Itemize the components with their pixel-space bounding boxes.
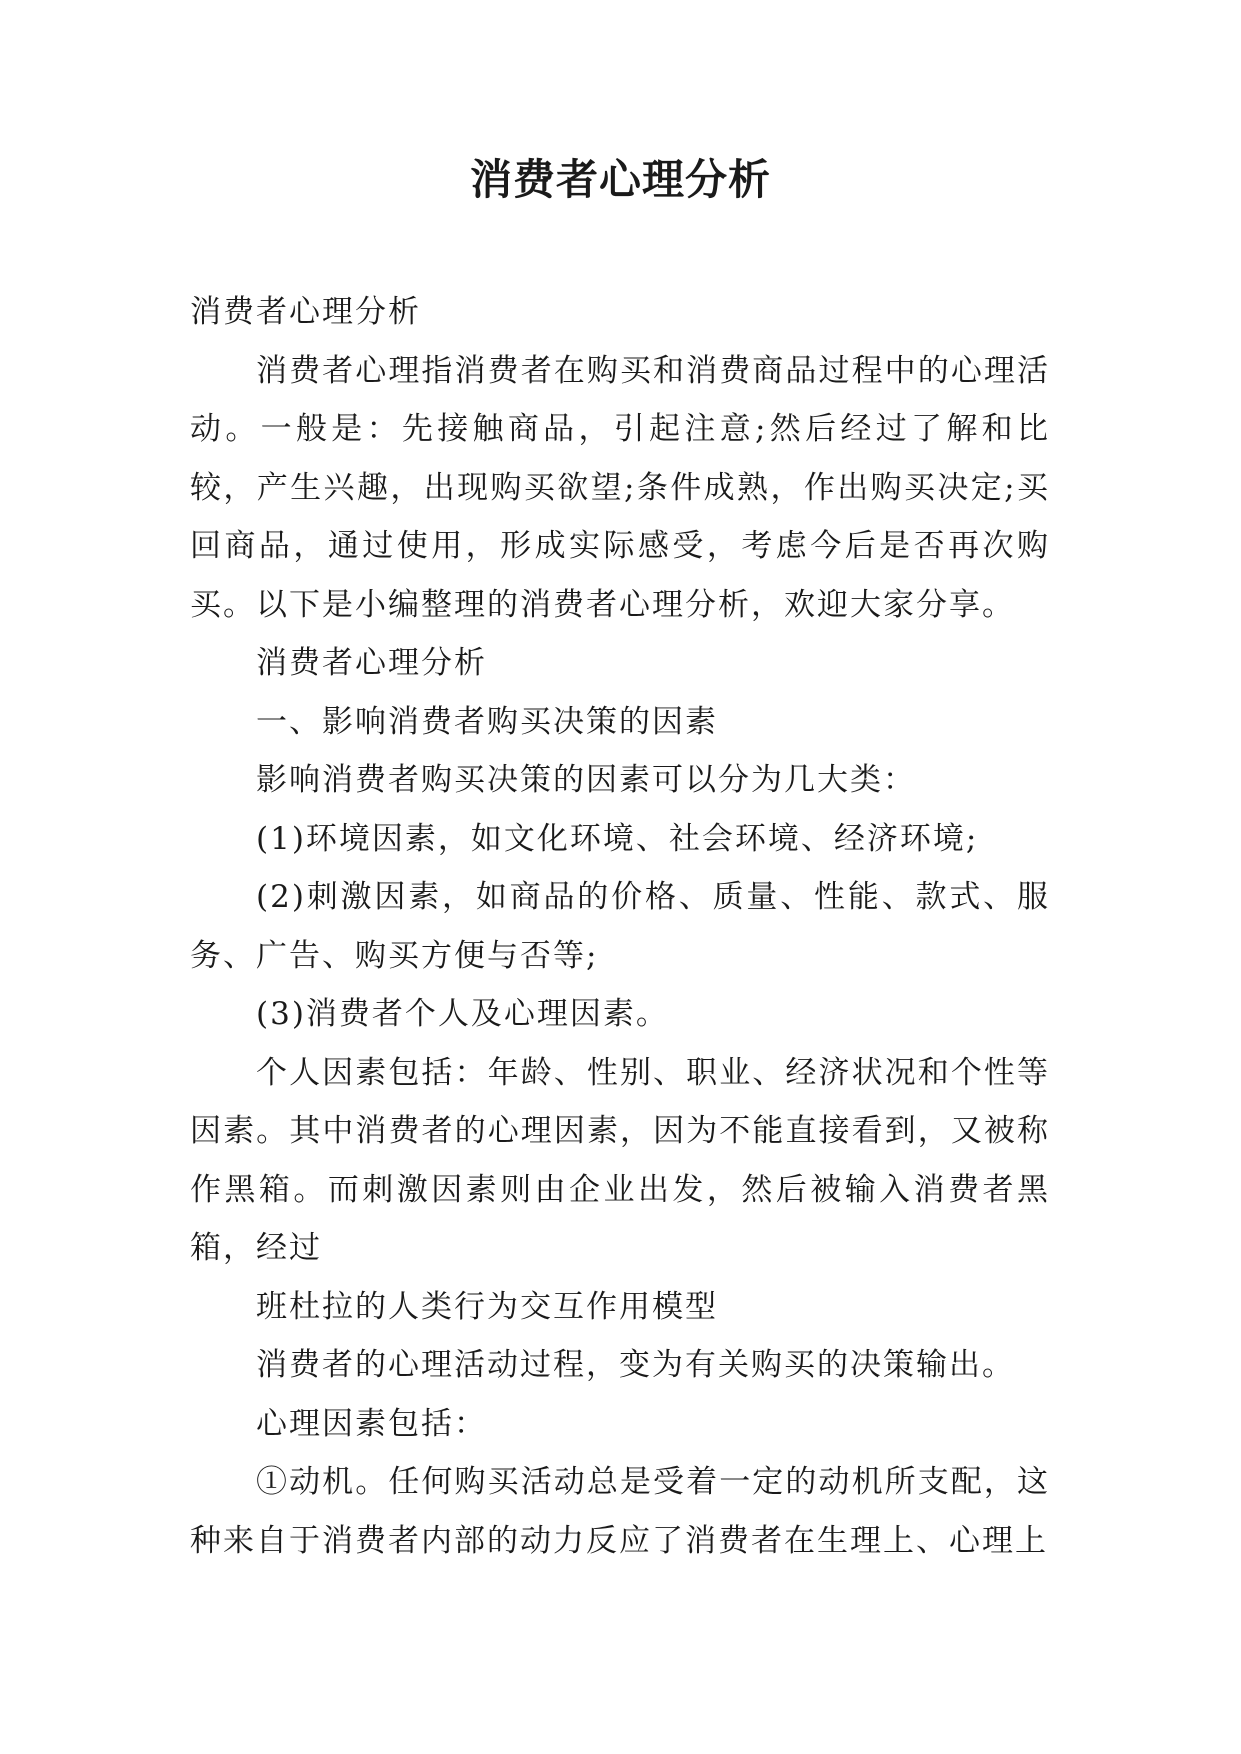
paragraph-heading: 消费者心理分析 bbox=[190, 294, 421, 330]
paragraph-motivation: ①动机。任何购买活动总是受着一定的动机所支配，这种来自于消费者内部的动力反应了消费者在生理上、心理上 bbox=[190, 1464, 1050, 1559]
paragraph-personal-factors: 个人因素包括：年龄、性别、职业、经济状况和个性等因素。其中消费者的心理因素，因为不能直接看到，又被称作黑箱。而刺激因素则由企业出发，然后被输入消费者黑箱，经过 bbox=[190, 1054, 1050, 1266]
document-title: 消费者心理分析 bbox=[469, 155, 771, 204]
list-item-environment: (1)环境因素，如文化环境、社会环境、经济环境; bbox=[256, 820, 979, 857]
paragraph-subheading: 消费者心理分析 bbox=[256, 645, 487, 681]
list-item-stimulus: (2)刺激因素，如商品的价格、质量、性能、款式、服务、广告、购买方便与否等; bbox=[190, 879, 1050, 974]
paragraph-factors-intro: 影响消费者购买决策的因素可以分为几大类： bbox=[256, 762, 916, 798]
document-body bbox=[190, 283, 1050, 1570]
list-item-personal: (3)消费者个人及心理因素。 bbox=[256, 996, 669, 1032]
paragraph-intro: 消费者心理指消费者在购买和消费商品过程中的心理活动。一般是：先接触商品，引起注意;然后经过了解和比较，产生兴趣，出现购买欲望;条件成熟，作出购买决定;买回商品，通过使用，形成实际感受，考虑今后是否再次购买。以下是小编整理的消费者心理分析，欢迎大家分享。 bbox=[190, 352, 1050, 623]
paragraph-output: 消费者的心理活动过程，变为有关购买的决策输出。 bbox=[256, 1347, 1015, 1383]
paragraph-psych-factors: 心理因素包括： bbox=[256, 1405, 487, 1442]
paragraph-model: 班杜拉的人类行为交互作用模型 bbox=[256, 1288, 718, 1325]
section-heading-1: 一、影响消费者购买决策的因素 bbox=[256, 703, 718, 740]
